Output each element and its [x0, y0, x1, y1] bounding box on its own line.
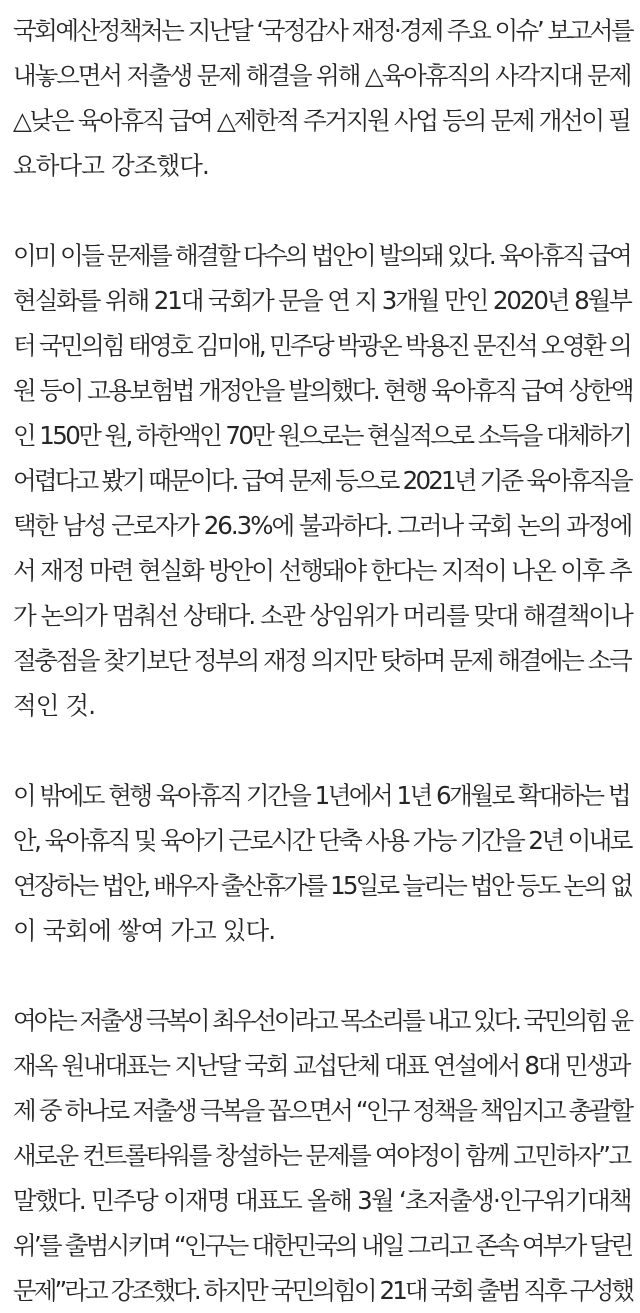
text-line: 위’를 출범시키며 “인구는 대한민국의 내일 그리고 존속 여부가 달린 — [13, 1231, 632, 1260]
text-line: 이 밖에도 현행 육아휴직 기간을 1년에서 1년 6개월로 확대하는 법 — [13, 781, 630, 810]
text-line: 제 중 하나로 저출생 극복을 꼽으면서 “인구 정책을 책임지고 총괄할 — [13, 1096, 632, 1125]
text-line: 이미 이들 문제를 해결할 다수의 법안이 발의돼 있다. 육아휴직 급여 — [13, 241, 630, 270]
paragraph-spacer — [13, 953, 628, 998]
text-line: 이 국회에 쌓여 가고 있다. — [13, 916, 276, 945]
paragraph-spacer — [13, 728, 628, 773]
text-line: 새로운 컨트롤타워를 창설하는 문제를 여야정이 함께 고민하자”고 — [13, 1141, 630, 1170]
text-line: 문제”라고 강조했다. 하지만 국민의힘이 21대 국회 출범 직후 구성했 — [13, 1276, 633, 1305]
paragraph-4 — [13, 998, 633, 1313]
text-line: 택한 남성 근로자가 26.3%에 불과하다. 그러나 국회 논의 과정에 — [13, 511, 632, 540]
text-line: 어렵다고 봤기 때문이다. 급여 문제 등으로 2021년 기준 육아휴직을 — [13, 466, 631, 495]
paragraph-1 — [13, 8, 633, 188]
text-line: 국회예산정책처는 지난달 ‘국정감사 재정·경제 주요 이슈’ 보고서를 — [13, 16, 633, 45]
text-line: 터 국민의힘 태영호 김미애, 민주당 박광온 박용진 문진석 오영환 의 — [13, 331, 630, 360]
text-line: 연장하는 법안, 배우자 출산휴가를 15일로 늘리는 법안 등도 논의 없 — [13, 871, 631, 900]
text-line: 내놓으면서 저출생 문제 해결을 위해 △육아휴직의 사각지대 문제 — [13, 61, 631, 90]
text-line: 요하다고 강조했다. — [13, 151, 209, 180]
text-line: 여야는 저출생 극복이 최우선이라고 목소리를 내고 있다. 국민의힘 윤 — [13, 1006, 632, 1035]
text-line: 가 논의가 멈춰선 상태다. 소관 상임위가 머리를 맞대 해결책이나 — [13, 601, 632, 630]
text-line: 안, 육아휴직 및 육아기 근로시간 단축 사용 가능 기간을 2년 이내로 — [13, 826, 631, 855]
text-line: 적인 것. — [13, 691, 96, 720]
text-line: △낮은 육아휴직 급여 △제한적 주거지원 사업 등의 문제 개선이 필 — [13, 106, 630, 135]
text-line: 현실화를 위해 21대 국회가 문을 연 지 3개월 만인 2020년 8월부 — [13, 286, 631, 315]
paragraph-3 — [13, 773, 631, 953]
paragraph-spacer — [13, 188, 628, 233]
text-line: 원 등이 고용보험법 개정안을 발의했다. 현행 육아휴직 급여 상한액 — [13, 376, 633, 405]
text-line: 말했다. 민주당 이재명 대표도 올해 3월 ‘초저출생·인구위기대책 — [13, 1186, 631, 1215]
paragraph-2 — [13, 233, 633, 728]
text-line: 서 재정 마련 현실화 방안이 선행돼야 한다는 지적이 나온 이후 추 — [13, 556, 631, 585]
text-line: 인 150만 원, 하한액인 70만 원으로는 현실적으로 소득을 대체하기 — [13, 421, 631, 450]
text-line: 재옥 원내대표는 지난달 국회 교섭단체 대표 연설에서 8대 민생과 — [13, 1051, 630, 1080]
text-line: 절충점을 찾기보단 정부의 재정 의지만 탓하며 문제 해결에는 소극 — [13, 646, 631, 675]
